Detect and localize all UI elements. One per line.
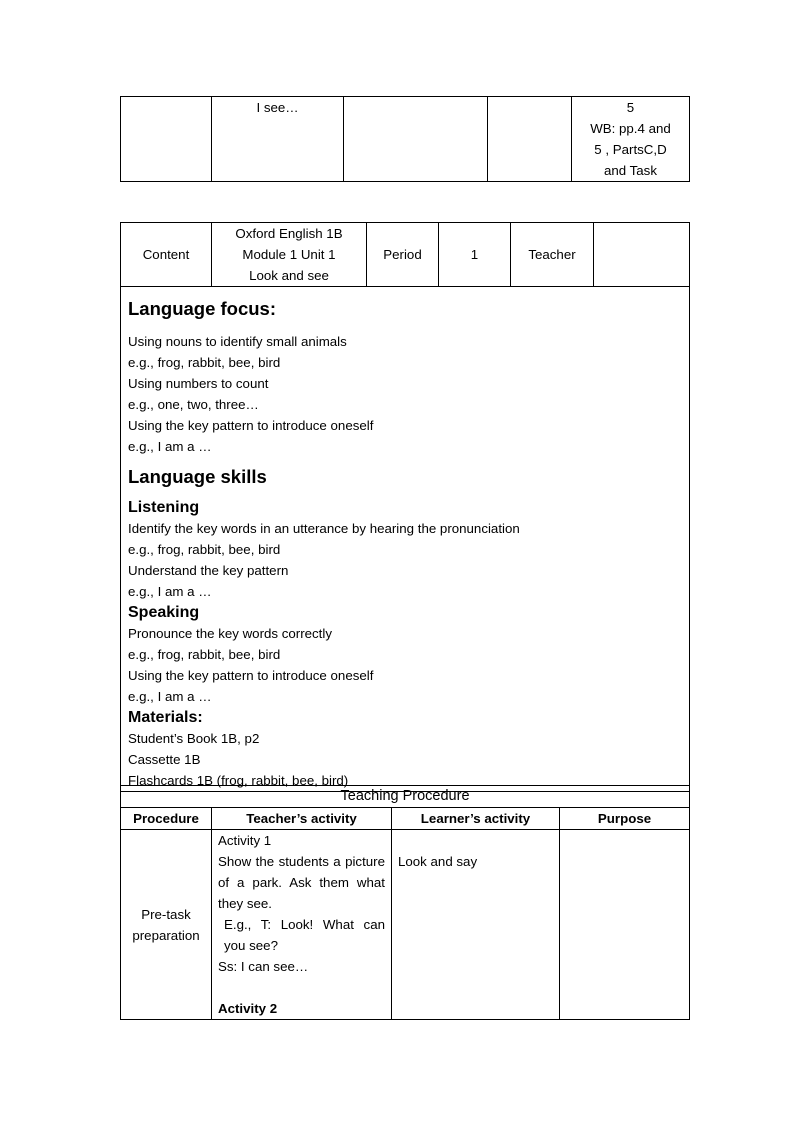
prev-cell-2: I see… bbox=[212, 97, 344, 182]
stage-cell: Pre-task preparation bbox=[121, 830, 212, 1020]
prev-cell-5: 5 WB: pp.4 and 5 , PartsC,D and Task bbox=[572, 97, 690, 182]
activity-2-title: Activity 2 bbox=[218, 1001, 278, 1016]
listening-title: Listening bbox=[128, 499, 200, 516]
content-label: Content bbox=[121, 223, 212, 287]
listening-line: Understand the key pattern bbox=[128, 563, 289, 578]
col-header-purpose: Purpose bbox=[560, 808, 690, 830]
language-focus-section bbox=[121, 287, 690, 792]
teacher-value bbox=[594, 223, 690, 287]
focus-line: Using the key pattern to introduce oneself bbox=[128, 418, 374, 433]
materials-line: Cassette 1B bbox=[128, 752, 201, 767]
listening-line: e.g., frog, rabbit, bee, bird bbox=[128, 542, 281, 557]
teacher-activity-cell bbox=[212, 830, 392, 1020]
focus-line: Using numbers to count bbox=[128, 376, 269, 391]
focus-line: e.g., I am a … bbox=[128, 439, 212, 454]
activity-1-example: E.g., T: Look! What can you see? bbox=[224, 917, 385, 953]
prev-cell-1 bbox=[121, 97, 212, 182]
lesson-plan-table bbox=[120, 222, 690, 792]
language-focus-title: Language focus: bbox=[128, 298, 277, 319]
focus-line: e.g., frog, rabbit, bee, bird bbox=[128, 355, 281, 370]
speaking-line: Pronounce the key words correctly bbox=[128, 626, 332, 641]
col-header-learner-activity: Learner’s activity bbox=[392, 808, 560, 830]
content-value: Oxford English 1B Module 1 Unit 1 Look and see bbox=[212, 223, 367, 287]
activity-1-response: Ss: I can see… bbox=[218, 959, 309, 974]
purpose-cell bbox=[560, 830, 690, 1020]
col-header-procedure: Procedure bbox=[121, 808, 212, 830]
previous-lesson-table bbox=[120, 96, 690, 182]
teacher-label: Teacher bbox=[511, 223, 594, 287]
materials-line: Flashcards 1B (frog, rabbit, bee, bird) bbox=[128, 773, 349, 788]
focus-line: Using nouns to identify small animals bbox=[128, 334, 347, 349]
speaking-title: Speaking bbox=[128, 604, 200, 621]
language-skills-title: Language skills bbox=[128, 466, 267, 487]
activity-1-description: Show the students a picture of a park. Ask them what they see. bbox=[218, 854, 385, 911]
speaking-line: e.g., I am a … bbox=[128, 689, 212, 704]
materials-title: Materials: bbox=[128, 709, 203, 726]
prev-cell-3 bbox=[344, 97, 488, 182]
materials-line: Student’s Book 1B, p2 bbox=[128, 731, 260, 746]
teaching-procedure-title: Teaching Procedure bbox=[121, 786, 690, 808]
col-header-teacher-activity: Teacher’s activity bbox=[212, 808, 392, 830]
activity-1-title: Activity 1 bbox=[218, 833, 272, 848]
focus-line: e.g., one, two, three… bbox=[128, 397, 259, 412]
period-label: Period bbox=[367, 223, 439, 287]
teaching-procedure-table bbox=[120, 785, 690, 1020]
listening-line: e.g., I am a … bbox=[128, 584, 212, 599]
prev-cell-4 bbox=[488, 97, 572, 182]
learner-activity-cell: Look and say bbox=[392, 830, 560, 1020]
period-value: 1 bbox=[439, 223, 511, 287]
listening-line: Identify the key words in an utterance by hearing the pronunciation bbox=[128, 521, 520, 536]
speaking-line: e.g., frog, rabbit, bee, bird bbox=[128, 647, 281, 662]
speaking-line: Using the key pattern to introduce oneself bbox=[128, 668, 374, 683]
